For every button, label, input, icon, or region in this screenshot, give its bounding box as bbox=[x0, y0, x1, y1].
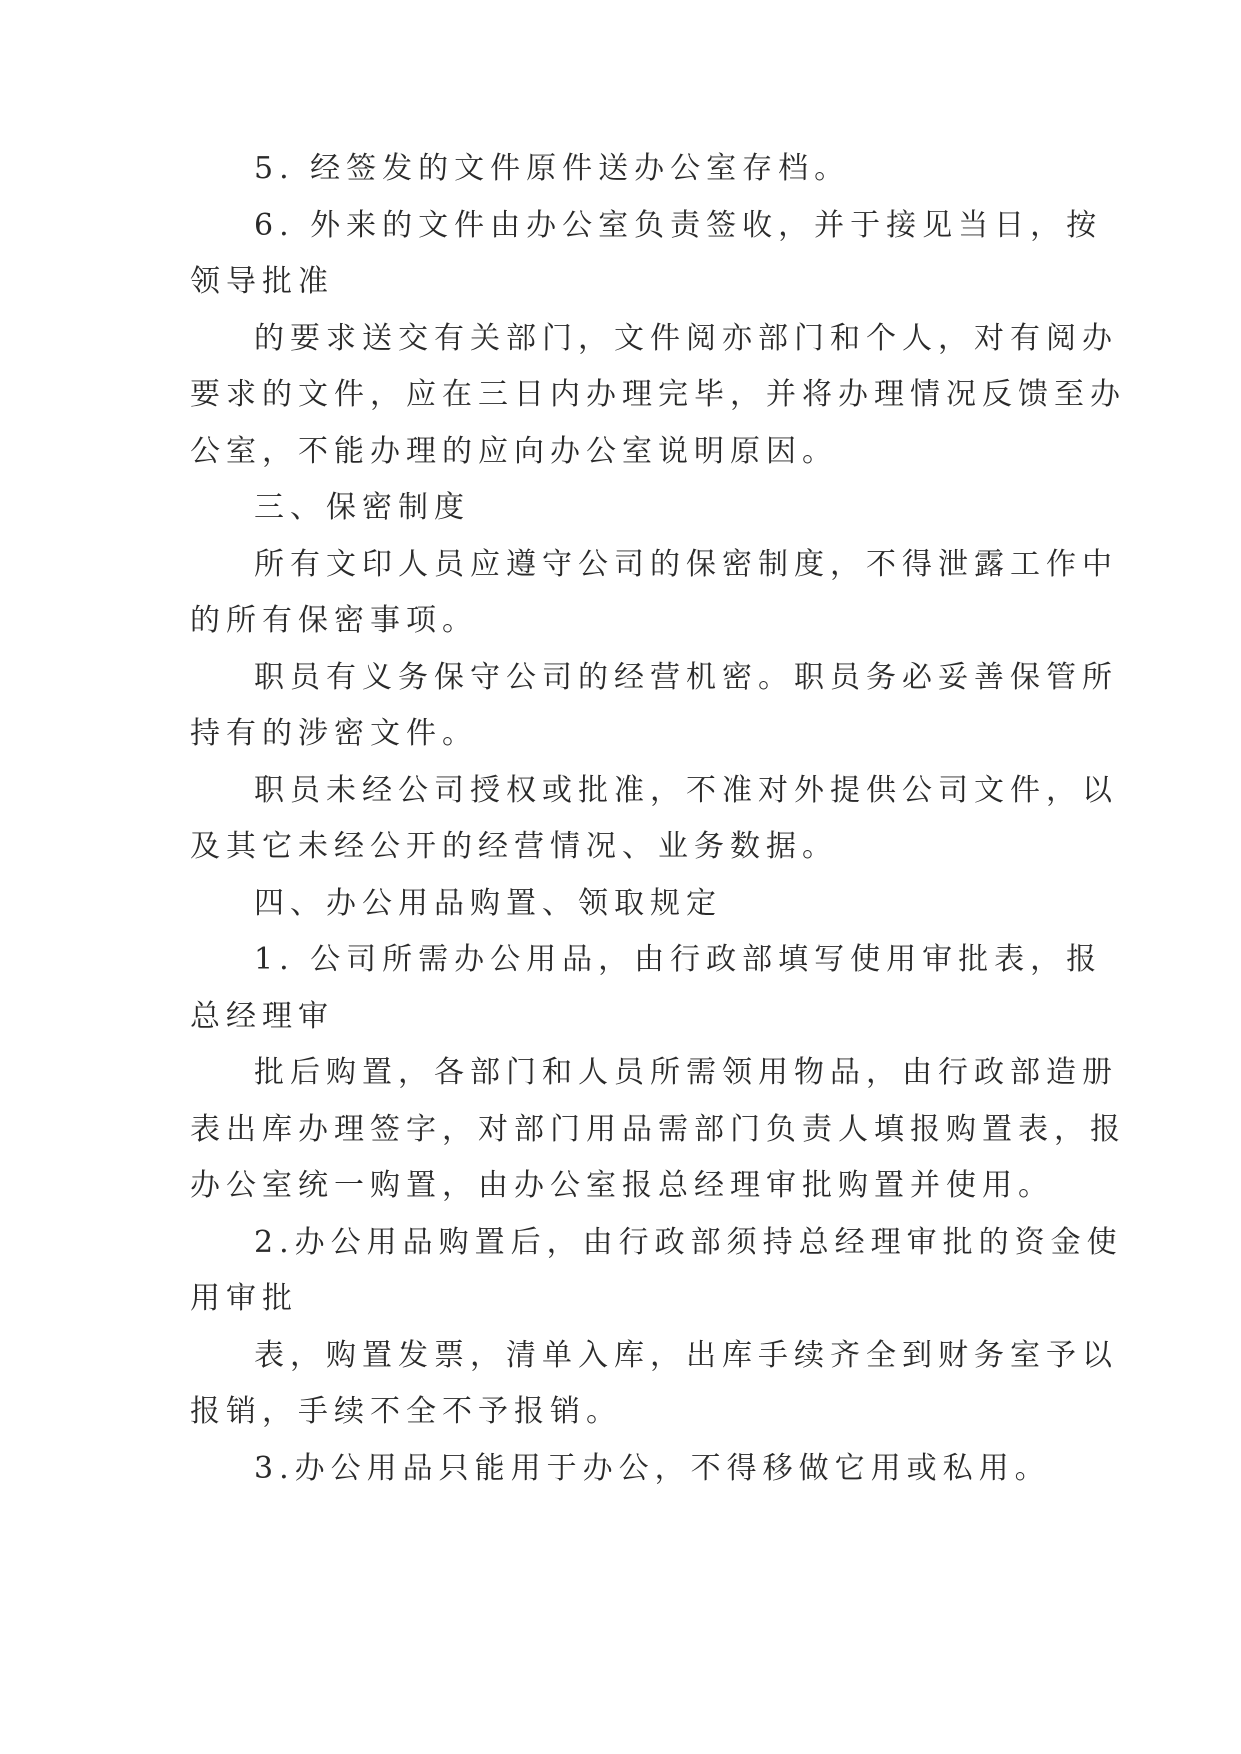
section-heading: 四、办公用品购置、领取规定 bbox=[254, 886, 722, 921]
text-line: 2.办公用品购置后，由行政部须持总经理审批的资金使 bbox=[254, 1225, 1123, 1260]
text-line: 办公室统一购置，由办公室报总经理审批购置并使用。 bbox=[190, 1168, 1054, 1203]
text-line: 6. 外来的文件由办公室负责签收，并于接见当日，按 bbox=[254, 208, 1103, 243]
text-line: 用审批 bbox=[190, 1281, 298, 1316]
text-line: 职员未经公司授权或批准，不准对外提供公司文件，以 bbox=[254, 773, 1118, 808]
text-line: 批后购置，各部门和人员所需领用物品，由行政部造册 bbox=[254, 1055, 1118, 1090]
text-line: 持有的涉密文件。 bbox=[190, 716, 478, 751]
text-line: 所有文印人员应遵守公司的保密制度，不得泄露工作中 bbox=[254, 547, 1118, 582]
text-line: 1. 公司所需办公用品，由行政部填写使用审批表，报 bbox=[254, 942, 1103, 977]
text-line: 的所有保密事项。 bbox=[190, 603, 478, 638]
text-line: 及其它未经公开的经营情况、业务数据。 bbox=[190, 829, 838, 864]
text-line: 领导批准 bbox=[190, 264, 334, 299]
text-line: 的要求送交有关部门，文件阅亦部门和个人，对有阅办 bbox=[254, 321, 1118, 356]
text-line: 表出库办理签字，对部门用品需部门负责人填报购置表，报 bbox=[190, 1112, 1126, 1147]
text-line: 3.办公用品只能用于办公，不得移做它用或私用。 bbox=[254, 1451, 1051, 1486]
text-line: 总经理审 bbox=[190, 999, 334, 1034]
text-line: 5. 经签发的文件原件送办公室存档。 bbox=[254, 151, 851, 186]
text-line: 职员有义务保守公司的经营机密。职员务必妥善保管所 bbox=[254, 660, 1118, 695]
section-heading: 三、保密制度 bbox=[254, 490, 470, 525]
text-line: 要求的文件，应在三日内办理完毕，并将办理情况反馈至办 bbox=[190, 377, 1126, 412]
text-line: 报销，手续不全不予报销。 bbox=[190, 1394, 622, 1429]
text-line: 表，购置发票，清单入库，出库手续齐全到财务室予以 bbox=[254, 1338, 1118, 1373]
text-line: 公室，不能办理的应向办公室说明原因。 bbox=[190, 434, 838, 469]
